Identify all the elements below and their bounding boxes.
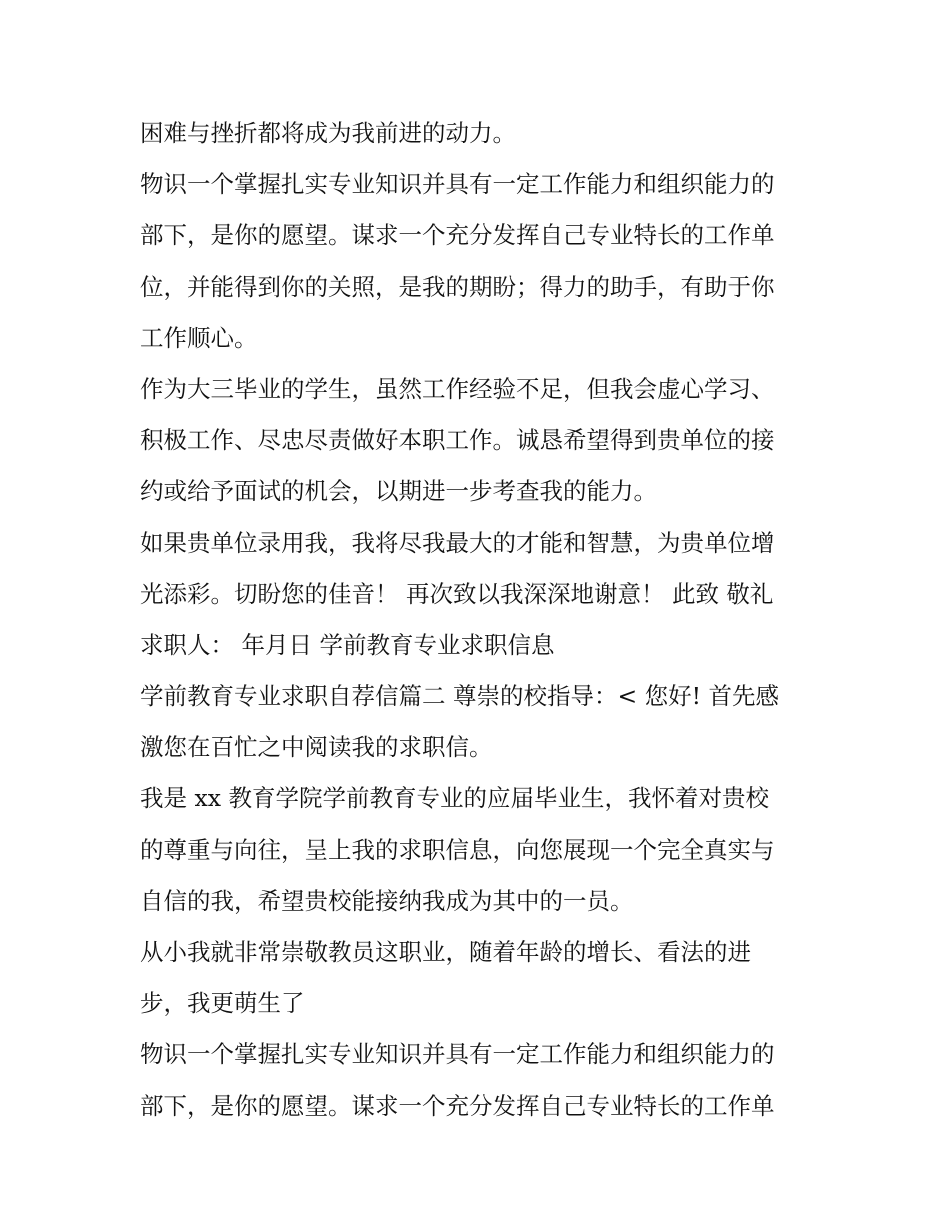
text-line: 物识一个掌握扎实专业知识并具有一定工作能力和组织能力的 [140, 170, 775, 199]
text-line: 如果贵单位录用我，我将尽我最大的才能和智慧，为贵单位增 [140, 528, 775, 557]
text-line: 部下，是你的愿望。谋求一个充分发挥自己专业特长的工作单 [140, 221, 775, 250]
text-line: 学前教育专业求职自荐信篇二 尊崇的校指导：< 您好! 首先感 [140, 682, 780, 711]
text-line: 积极工作、尽忠尽责做好本职工作。诚恳希望得到贵单位的接 [140, 426, 775, 455]
text-line: 物识一个掌握扎实专业知识并具有一定工作能力和组织能力的 [140, 1040, 775, 1069]
text-line: 我是 xx 教育学院学前教育专业的应届毕业生，我怀着对贵校 [140, 784, 769, 813]
text-line: 的尊重与向往，呈上我的求职信息，向您展现一个完全真实与 [140, 835, 775, 864]
text-line: 激您在百忙之中阅读我的求职信。 [140, 733, 493, 762]
text-line: 困难与挫折都将成为我前进的动力。 [140, 119, 516, 147]
text-line: 部下，是你的愿望。谋求一个充分发挥自己专业特长的工作单 [140, 1091, 775, 1120]
text-line: 作为大三毕业的学生，虽然工作经验不足，但我会虚心学习、 [140, 374, 775, 403]
text-line: 自信的我，希望贵校能接纳我成为其中的一员。 [140, 886, 634, 915]
body-text [140, 108, 820, 1132]
text-line: 工作顺心。 [140, 323, 258, 352]
text-line: 步，我更萌生了 [140, 989, 305, 1018]
text-line: 从小我就非常崇敬教员这职业，随着年龄的增长、看法的进 [140, 938, 751, 966]
text-line: 位，并能得到你的关照，是我的期盼；得力的助手，有助于你 [140, 272, 775, 301]
text-line: 光添彩。切盼您的佳音！ 再次致以我深深地谢意！ 此致 敬礼 [140, 579, 774, 608]
text-line: 求职人： 年月日 学前教育专业求职信息 [140, 630, 555, 659]
text-line: 约或给予面试的机会，以期进一步考查我的能力。 [140, 477, 657, 506]
